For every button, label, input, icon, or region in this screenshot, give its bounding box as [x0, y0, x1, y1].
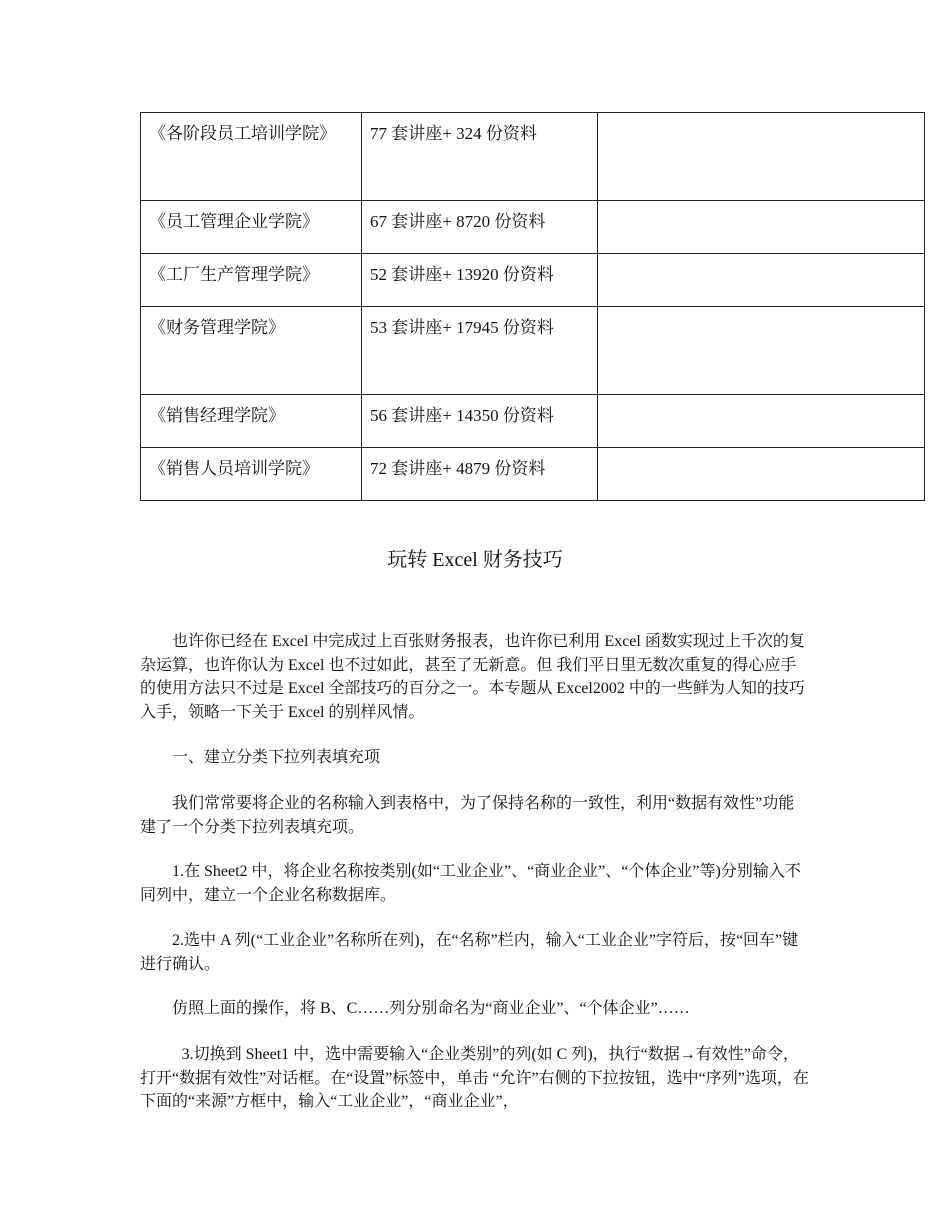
- course-name-cell: 《工厂生产管理学院》: [141, 254, 362, 307]
- course-content-cell: 53 套讲座+ 17945 份资料: [362, 307, 598, 395]
- course-extra-cell: [598, 448, 925, 501]
- course-extra-cell: [598, 113, 925, 201]
- course-name-cell: 《员工管理企业学院》: [141, 201, 362, 254]
- course-content-cell: 52 套讲座+ 13920 份资料: [362, 254, 598, 307]
- course-name-cell: 《财务管理学院》: [141, 307, 362, 395]
- step-paragraph-2: [140, 929, 810, 976]
- step-text: 1.在 Sheet2 中，将企业名称按类别(如“工业企业”、“商业企业”、“个体企业”等)分别输入不同列中，建立一个企业名称数据库。: [140, 863, 801, 904]
- course-name-cell: 《各阶段员工培训学院》: [141, 113, 362, 201]
- course-content-cell: 67 套讲座+ 8720 份资料: [362, 201, 598, 254]
- course-name-cell: 《销售人员培训学院》: [141, 448, 362, 501]
- table-row: [141, 201, 925, 254]
- table-row: [141, 395, 925, 448]
- course-content-cell: 72 套讲座+ 4879 份资料: [362, 448, 598, 501]
- table-row: [141, 307, 925, 395]
- course-extra-cell: [598, 395, 925, 448]
- section-paragraph: [140, 792, 810, 839]
- table-row: [141, 254, 925, 307]
- step-text: 3.切换到 Sheet1 中，选中需要输入“企业类别”的列(如 C 列)，执行“数据→有效性”命令，打开“数据有效性”对话框。在“设置”标签中，单击 “允许”右侧的下拉按钮，选中“序列”选项，在下面的“来源”方框中，输入“工业企业”，“商业企业”，: [140, 1046, 809, 1110]
- step-paragraph-3: [140, 1043, 810, 1114]
- step-text: 2.选中 A 列(“工业企业”名称所在列)，在“名称”栏内，输入“工业企业”字符后，按“回车”键进行确认。: [140, 932, 799, 973]
- course-extra-cell: [598, 201, 925, 254]
- course-name-cell: 《销售经理学院》: [141, 395, 362, 448]
- section-heading-text: 一、建立分类下拉列表填充项: [172, 749, 381, 766]
- course-content-cell: 56 套讲座+ 14350 份资料: [362, 395, 598, 448]
- intro-text: 也许你已经在 Excel 中完成过上百张财务报表，也许你已利用 Excel 函数实现过上千次的复杂运算，也许你认为 Excel 也不过如此，甚至了无新意。但 我们平日里无数次重复的得心应手的使用方法只不过是 Excel 全部技巧的百分之一。本专题从 Excel2002 中的一些鲜为人知的技巧入手，领略一下关于 Excel 的别样风情。: [140, 633, 805, 721]
- section-heading: [140, 746, 810, 770]
- table-row: [141, 113, 925, 201]
- intro-paragraph: [140, 630, 810, 724]
- course-extra-cell: [598, 254, 925, 307]
- course-content-cell: 77 套讲座+ 324 份资料: [362, 113, 598, 201]
- table-row: [141, 448, 925, 501]
- course-extra-cell: [598, 307, 925, 395]
- course-table: [140, 112, 925, 501]
- article-title: 玩转 Excel 财务技巧: [387, 549, 563, 571]
- step-paragraph-1: [140, 860, 810, 907]
- section-paragraph-text: 我们常常要将企业的名称输入到表格中，为了保持名称的一致性，利用“数据有效性”功能建了一个分类下拉列表填充项。: [140, 795, 795, 836]
- step-paragraph-note: [140, 997, 810, 1021]
- step-text: 仿照上面的操作，将 B、C……列分别命名为“商业企业”、“个体企业”……: [172, 1000, 690, 1017]
